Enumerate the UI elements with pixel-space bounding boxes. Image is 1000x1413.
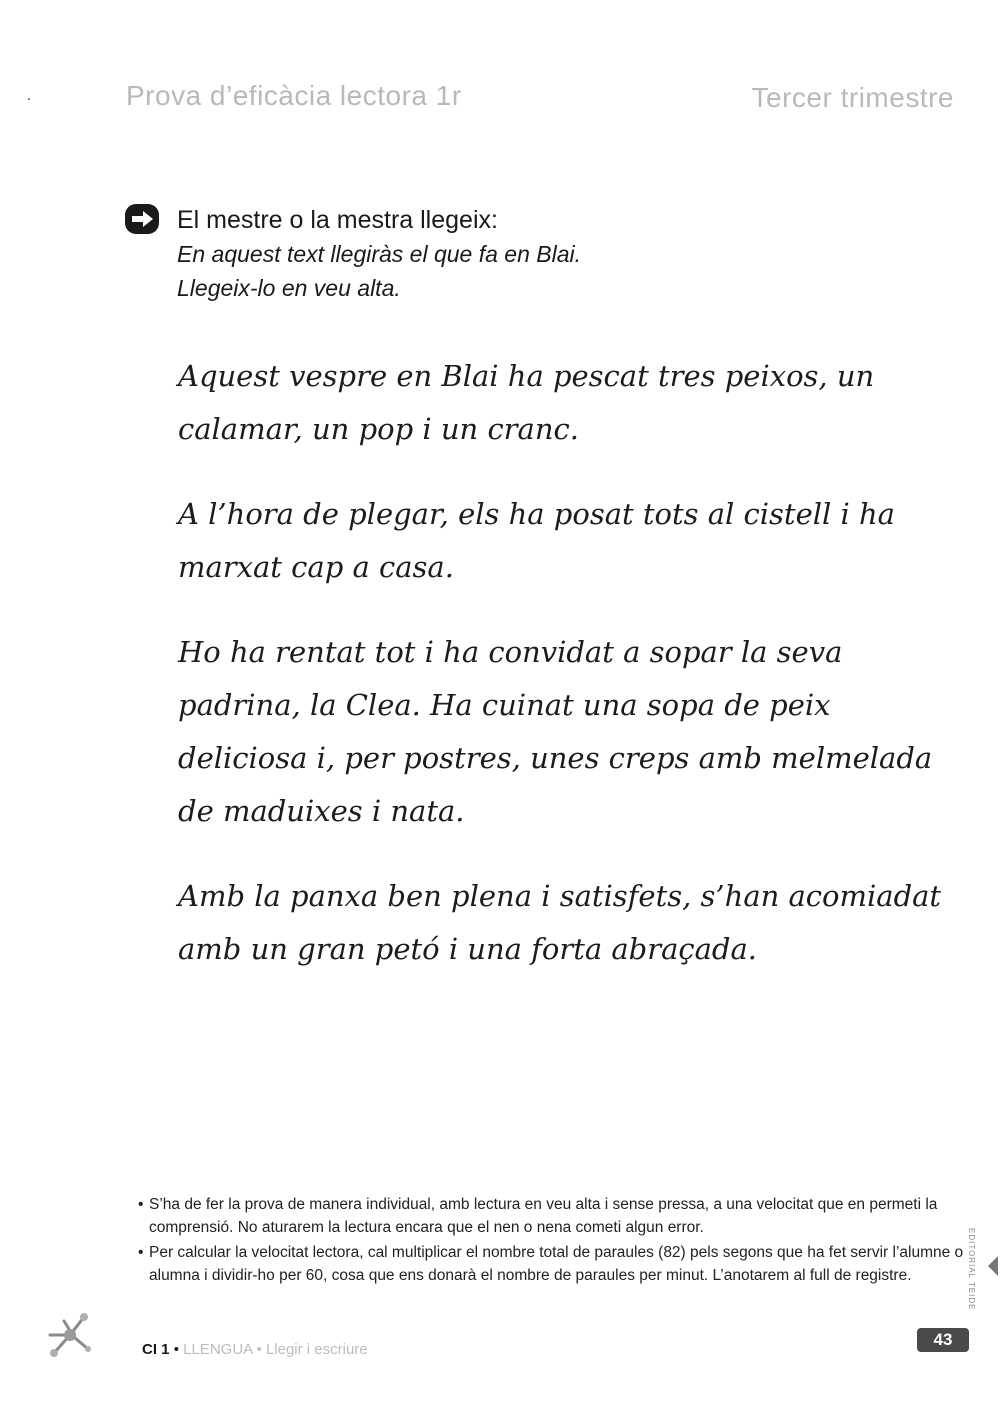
reading-text	[178, 350, 948, 1008]
instruction-block	[177, 203, 581, 305]
instruction-line: En aquest text llegiràs el que fa en Blai.	[177, 241, 582, 267]
bullet: •	[138, 1244, 144, 1261]
note-item	[138, 1193, 966, 1239]
bullet: •	[138, 1196, 144, 1213]
header-term: Tercer trimestre	[751, 82, 954, 113]
reading-paragraph: Amb la panxa ben plena i satisfets, s’han acomiadat amb un gran petó i una forta abraçada.	[178, 879, 942, 966]
footer-ci: CI 1	[142, 1341, 170, 1358]
reading-paragraph: Ho ha rentat tot i ha convidat a sopar la seva padrina, la Clea. Ha cuinat una sopa de peix deliciosa i, per postres, unes creps amb melmelada de maduixes i nata.	[178, 635, 933, 828]
note-text: Per calcular la velocitat lectora, cal multiplicar el nombre total de paraules (82) pels segons que ha fet servir l’alumne o alumna i dividir-ho per 60, cosa que ens donarà el nombre de paraules per minut. L’anotarem al full de registre.	[149, 1244, 964, 1284]
header-title: Prova d’eficàcia lectora 1r	[126, 80, 462, 111]
mascot-icon	[40, 1305, 104, 1365]
reading-paragraph: Aquest vespre en Blai ha pescat tres peixos, un calamar, un pop i un cranc.	[178, 359, 875, 446]
page-number-badge: 43	[917, 1328, 969, 1352]
instruction-line: Llegeix-lo en veu alta.	[177, 275, 401, 301]
footer-separator: •	[173, 1341, 179, 1358]
instruction-title: El mestre o la mestra llegeix:	[177, 206, 498, 234]
teacher-notes	[138, 1193, 966, 1289]
reading-paragraph: A l’hora de plegar, els ha posat tots al cistell i ha marxat cap a casa.	[178, 497, 895, 584]
footer-subject: LLENGUA	[183, 1341, 253, 1358]
note-text: S’ha de fer la prova de manera individual, amb lectura en veu alta i sense pressa, a una velocitat que en permeti la comprensió. No aturarem la lectura encara que el nen o nena cometi algun error.	[149, 1196, 938, 1236]
scan-speck	[28, 98, 30, 100]
note-item	[138, 1241, 966, 1287]
footer-section: Llegir i escriure	[265, 1341, 368, 1358]
footer-separator: •	[256, 1341, 262, 1358]
edge-mark	[988, 1256, 998, 1276]
arrow-right-icon	[124, 203, 160, 235]
footer	[142, 1341, 368, 1358]
publisher-side-text: EDITORIAL TEIDE	[967, 1228, 976, 1311]
